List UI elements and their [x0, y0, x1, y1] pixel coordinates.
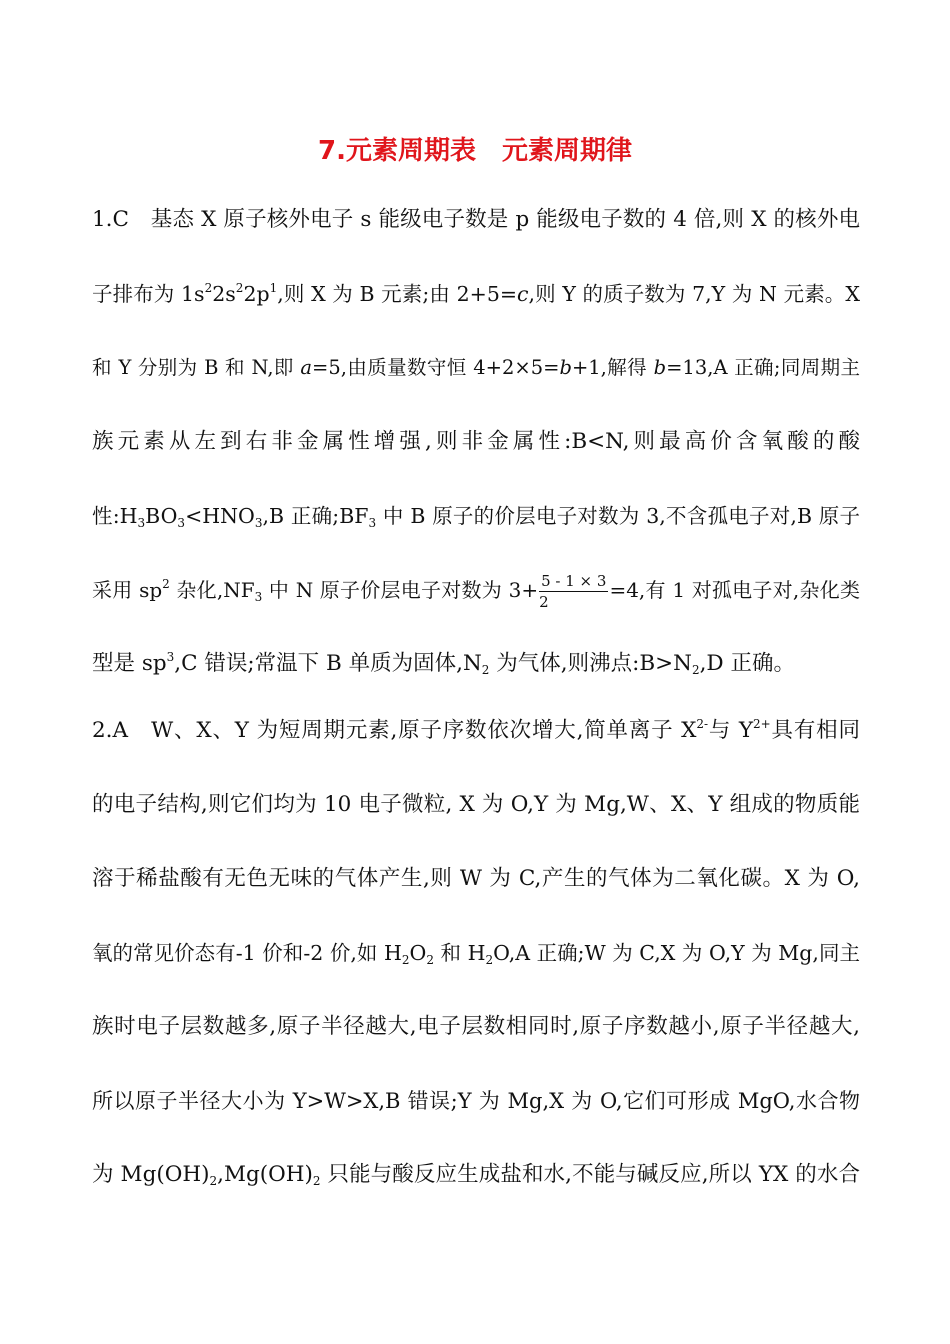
q2-line-7: 为 $Mg(OH)_2,Mg(OH)_2$ 只能与酸反应生成盐和水,不能与碱反应,所以 YX 的水合: [92, 1162, 860, 1188]
q2-line-3: 溶于稀盐酸有无色无味的气体产生,则 W 为 C,产生的气体为二氧化碳。X 为 O,: [92, 866, 860, 891]
q2-line-4: 氧的常见价态有-1 价和-2 价,如 $H_2O_2$ 和 $H_2O,A$ 正确;W 为 C,X 为 O,Y 为 Mg,同主: [92, 941, 860, 967]
q1-line-5: 性$:H_3BO_3<HNO_3,B$ 正确$;BF_3$ 中 B 原子的价层电子对数为 3,不含孤电子对,B 原子: [92, 504, 860, 530]
q1-line-3: 和 Y 分别为 B 和 N,即 a=5,由质量数守恒 4+2×5=b+1,解得 b=13,A 正确;同周期主: [92, 356, 860, 379]
fraction-denominator: 2: [539, 593, 549, 611]
q1-line-2: 子排布为 $1s^22s^22p^1$,则 X 为 B 元素;由 2+5=c,则 Y 的质子数为 7,Y 为 N 元素。X: [92, 281, 860, 306]
fraction-numerator: 5 - 1 × 3: [541, 572, 607, 590]
page-title: 7.元素周期表 元素周期律: [318, 136, 632, 166]
q2-line-1: 2.A W、X、Y 为短周期元素,原子序数依次增大,简单离子 $X^{2-}$与 $Y^{2+}$具有相同: [92, 717, 860, 743]
q1-line-6: 采用 $sp^2$ 杂化$,NF_3$ 中 N 原子价层电子对数为 3+ $\frac{5 - 1 \times 3}{2}$ =4,有 1 对孤电子对,杂化类: [92, 572, 860, 611]
q1-line-7: 型是 $sp^3,C$ 错误;常温下 B 单质为固体$,N_2$ 为气体,则沸点$:B>N_2,D$ 正确。: [92, 650, 796, 677]
q2-line-6: 所以原子半径大小为 Y>W>X,B 错误;Y 为 Mg,X 为 O,它们可形成 MgO,水合物: [92, 1089, 860, 1113]
q1-line-4: 族元素从左到右非金属性增强,则非金属性:B<N,则最高价含氧酸的酸: [92, 429, 860, 454]
q1-line-1: 1.C 基态 X 原子核外电子 s 能级电子数是 p 能级电子数的 4 倍,则 X 的核外电: [92, 207, 860, 232]
q2-line-5: 族时电子层数越多,原子半径越大,电子层数相同时,原子序数越小,原子半径越大,: [92, 1014, 860, 1039]
fraction: [539, 571, 608, 612]
q2-line-2: 的电子结构,则它们均为 10 电子微粒, X 为 O,Y 为 Mg,W、X、Y 组成的物质能: [92, 792, 860, 817]
